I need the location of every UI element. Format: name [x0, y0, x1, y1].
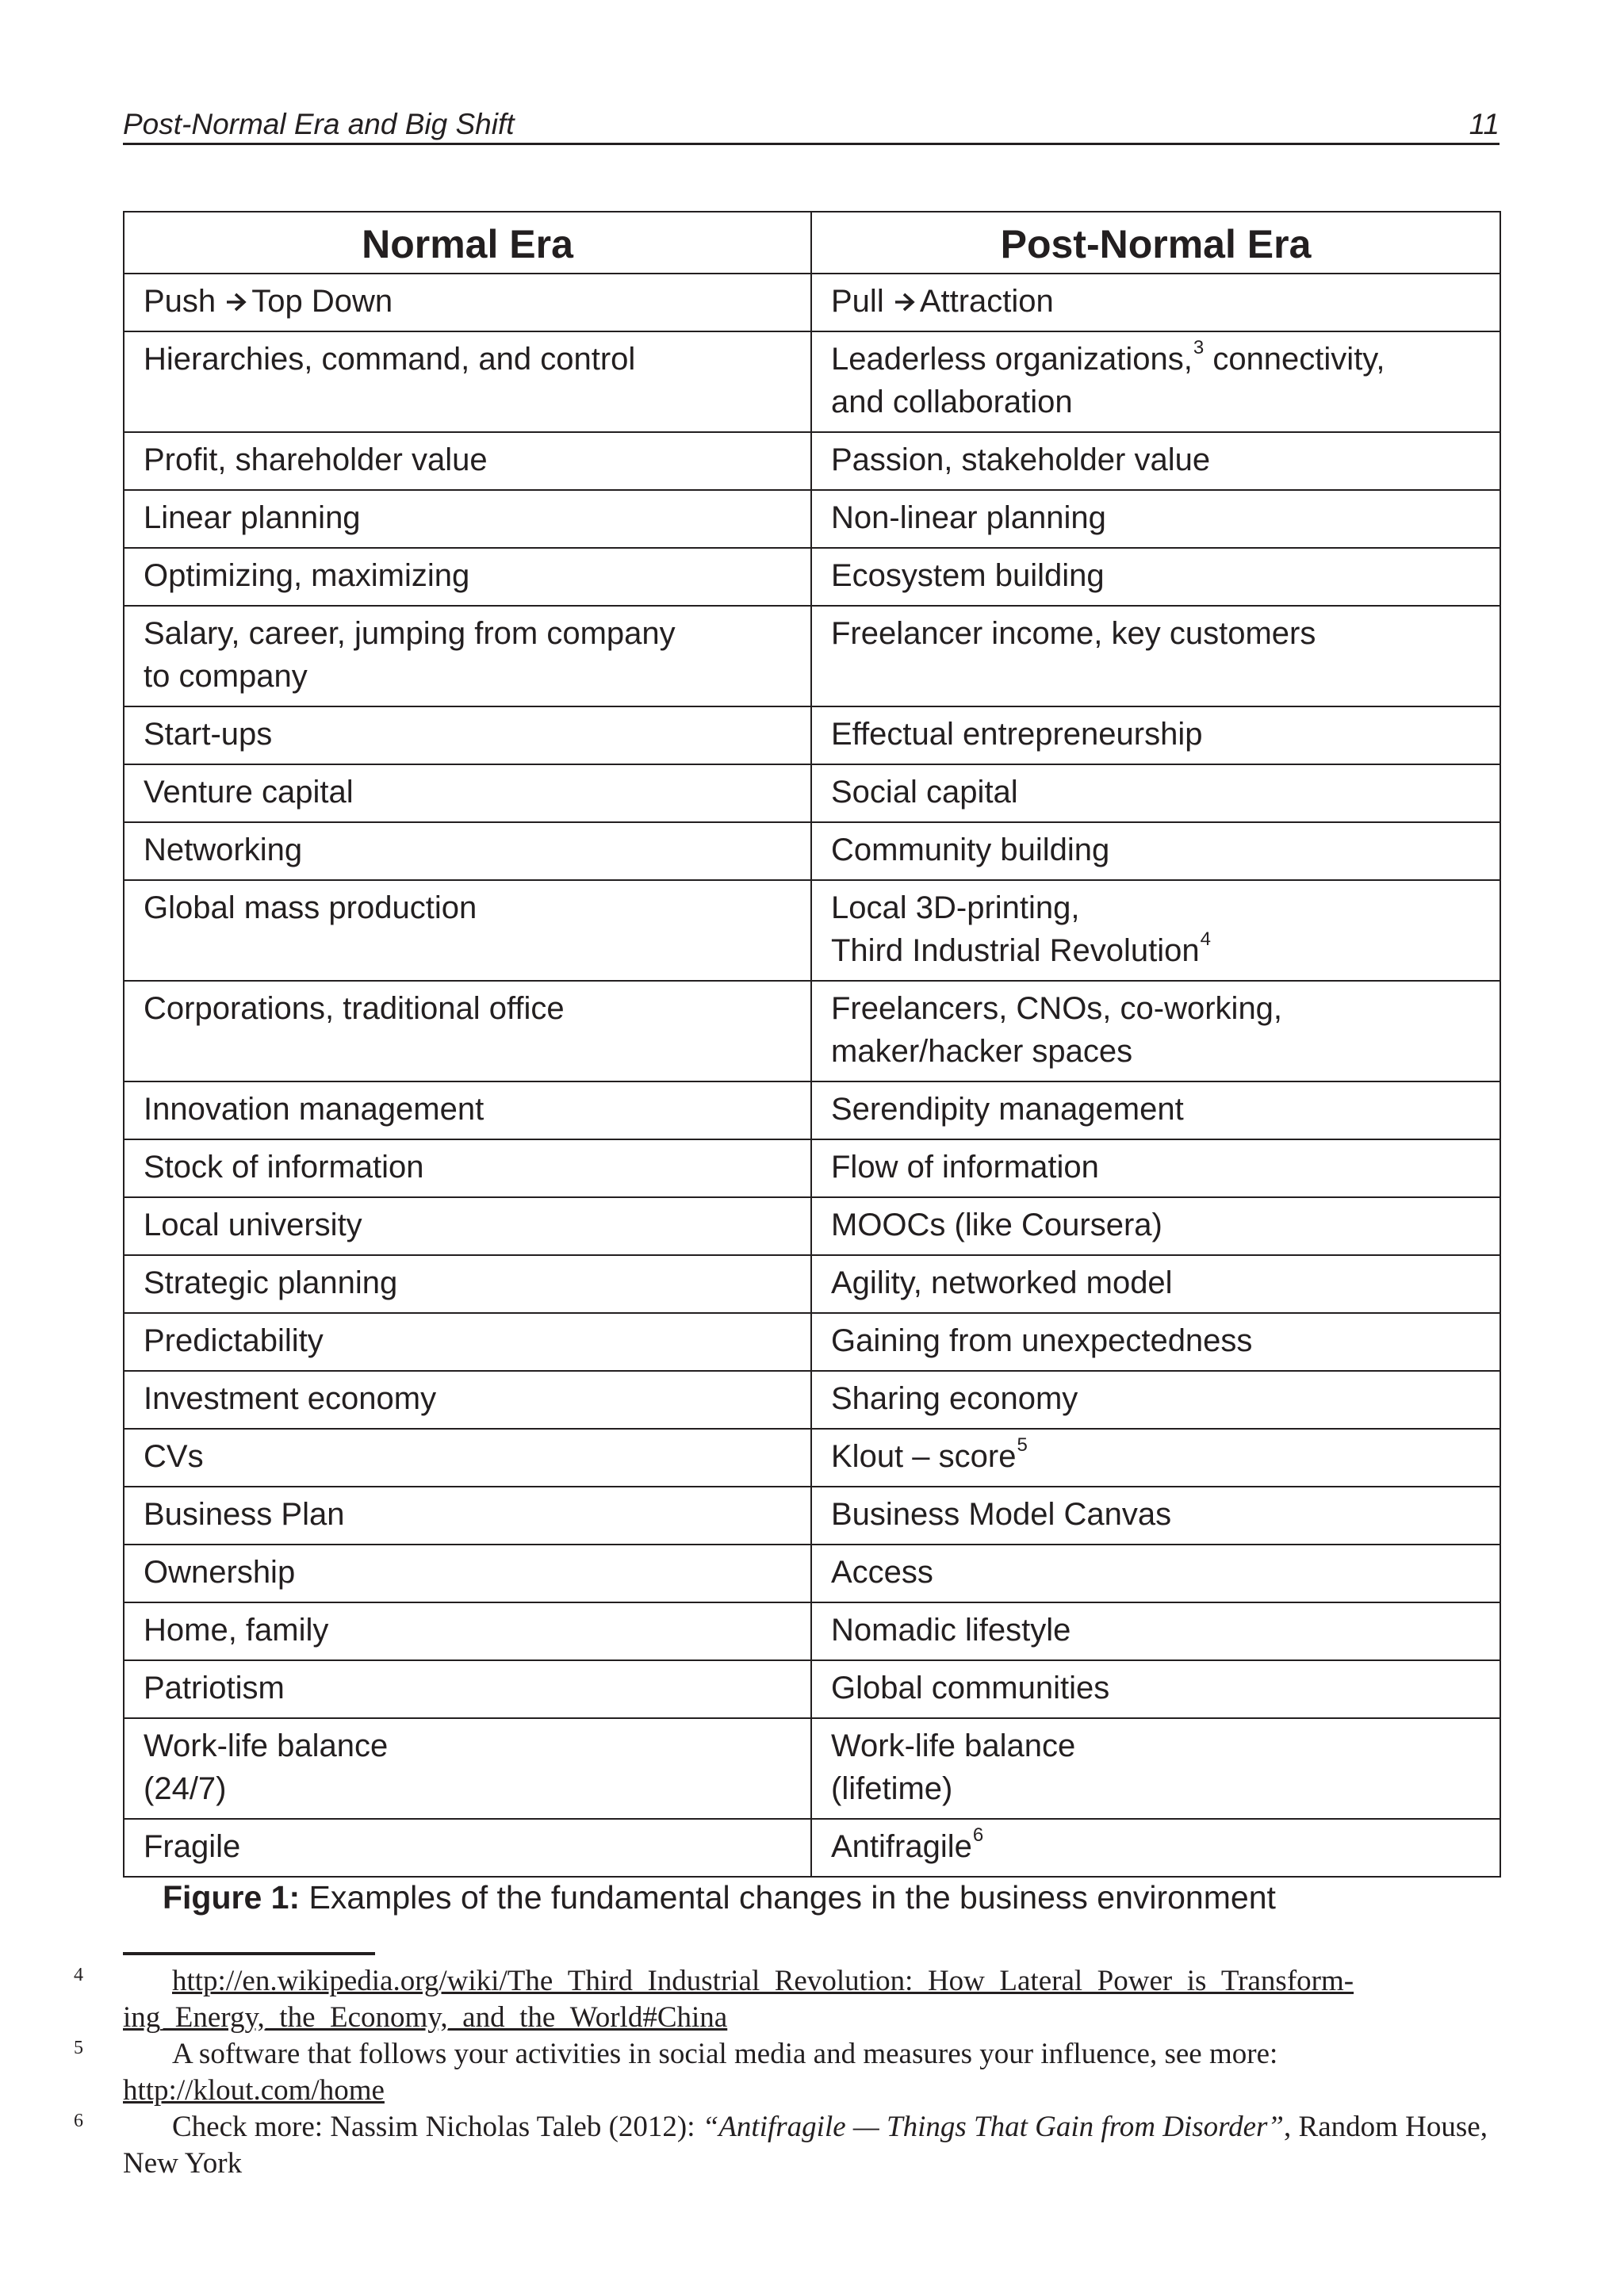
- normal-era-cell: Investment economy: [124, 1371, 811, 1429]
- table-row: [124, 1602, 1500, 1660]
- normal-era-cell: Predictability: [124, 1313, 811, 1371]
- table-row: [124, 1371, 1500, 1429]
- post-normal-era-cell: Access: [811, 1545, 1500, 1602]
- table-header-row: [124, 212, 1500, 274]
- table-row: [124, 1545, 1500, 1602]
- footnote-5: 5 A software that follows your activities in social media and measures your influence, see more: http://klout.com/home: [123, 2036, 1500, 2109]
- table-row: [124, 548, 1500, 606]
- footnote-number: 4: [74, 1965, 83, 1985]
- post-normal-era-cell: Freelancer income, key customers: [811, 606, 1500, 706]
- table-row: [124, 706, 1500, 764]
- normal-era-cell: Push Top Down: [124, 274, 811, 331]
- post-normal-era-cell: Flow of information: [811, 1139, 1500, 1197]
- table-row: [124, 1197, 1500, 1255]
- table-row: [124, 764, 1500, 822]
- post-normal-era-cell: Work-life balance (lifetime): [811, 1718, 1500, 1819]
- normal-era-cell: Networking: [124, 822, 811, 880]
- table-row: [124, 880, 1500, 981]
- normal-era-cell: Patriotism: [124, 1660, 811, 1718]
- figure-caption-text: Examples of the fundamental changes in the business environment: [300, 1879, 1276, 1916]
- table-row: [124, 1081, 1500, 1139]
- figure-label: Figure 1:: [163, 1879, 301, 1916]
- footnote-link-wikipedia[interactable]: http://en.wikipedia.org/wiki/The_Third_Industrial_Revolution:_How_Lateral_Power_is_Transform-ing_Energy,_the_Economy,_and_the_World#China: [123, 1965, 1354, 2034]
- post-normal-era-cell: Business Model Canvas: [811, 1487, 1500, 1545]
- normal-era-cell: Salary, career, jumping from company to company: [124, 606, 811, 706]
- normal-era-cell: Strategic planning: [124, 1255, 811, 1313]
- post-normal-era-cell: Gaining from unexpectedness: [811, 1313, 1500, 1371]
- table-row: [124, 822, 1500, 880]
- footnote-ref-5: 5: [1017, 1434, 1028, 1456]
- post-normal-era-cell: Leaderless organizations,$^3$ connectivity, and collaboration: [811, 331, 1500, 432]
- post-normal-era-cell: Local 3D-printing, Third Industrial Revolution$^4$: [811, 880, 1500, 981]
- post-normal-era-cell: Nomadic lifestyle: [811, 1602, 1500, 1660]
- footnote-4: [74, 1963, 1500, 2036]
- post-normal-era-cell: Sharing economy: [811, 1371, 1500, 1429]
- figure-caption: [163, 1879, 1276, 1916]
- table-row: [124, 1660, 1500, 1718]
- post-normal-era-cell: Ecosystem building: [811, 548, 1500, 606]
- table-row: [124, 1429, 1500, 1487]
- post-normal-era-cell: Global communities: [811, 1660, 1500, 1718]
- normal-era-cell: Linear planning: [124, 490, 811, 548]
- footnote-separator: [123, 1952, 375, 1955]
- post-normal-era-cell: MOOCs (like Coursera): [811, 1197, 1500, 1255]
- normal-era-cell: Local university: [124, 1197, 811, 1255]
- column-header-normal-era: Normal Era: [124, 212, 811, 274]
- normal-era-cell: Business Plan: [124, 1487, 811, 1545]
- normal-era-cell: Optimizing, maximizing: [124, 548, 811, 606]
- normal-era-cell: Global mass production: [124, 880, 811, 981]
- post-normal-era-cell: Serendipity management: [811, 1081, 1500, 1139]
- footnote-6: 6 Check more: Nassim Nicholas Taleb (2012): “Antifragile — Things That Gain from Disorder”, Random House, New York: [123, 2109, 1500, 2182]
- normal-era-cell: Fragile: [124, 1819, 811, 1877]
- table-row: [124, 432, 1500, 490]
- table-row: [124, 1313, 1500, 1371]
- table-row: [124, 1819, 1500, 1877]
- era-comparison-table: [123, 211, 1501, 1878]
- post-normal-era-cell: Klout – score$^5$: [811, 1429, 1500, 1487]
- post-normal-era-cell: Community building: [811, 822, 1500, 880]
- normal-era-cell: Innovation management: [124, 1081, 811, 1139]
- normal-era-cell: Ownership: [124, 1545, 811, 1602]
- normal-era-cell: Profit, shareholder value: [124, 432, 811, 490]
- running-header: [123, 101, 1500, 145]
- table-row: [124, 274, 1500, 331]
- running-title: Post-Normal Era and Big Shift: [123, 108, 515, 140]
- table-row: [124, 331, 1500, 432]
- table-row: [124, 1139, 1500, 1197]
- table-row: [124, 981, 1500, 1081]
- normal-era-cell: Venture capital: [124, 764, 811, 822]
- footnote-ref-3: 3: [1193, 337, 1205, 358]
- normal-era-cell: Start-ups: [124, 706, 811, 764]
- table-row: [124, 1718, 1500, 1819]
- column-header-post-normal-era: Post-Normal Era: [811, 212, 1500, 274]
- footnote-number: 5: [74, 2038, 83, 2058]
- footnote-ref-6: 6: [972, 1824, 984, 1846]
- normal-era-cell: Work-life balance (24/7): [124, 1718, 811, 1819]
- normal-era-cell: Corporations, traditional office: [124, 981, 811, 1081]
- footnote-number: 6: [74, 2111, 83, 2131]
- table-row: [124, 606, 1500, 706]
- post-normal-era-cell: Pull Attraction: [811, 274, 1500, 331]
- footnotes: [74, 1963, 1500, 2182]
- post-normal-era-cell: Effectual entrepreneurship: [811, 706, 1500, 764]
- normal-era-cell: Home, family: [124, 1602, 811, 1660]
- table-row: [124, 490, 1500, 548]
- post-normal-era-cell: Agility, networked model: [811, 1255, 1500, 1313]
- table-row: [124, 1255, 1500, 1313]
- page-number: 11: [1469, 108, 1500, 140]
- post-normal-era-cell: Antifragile$^6$: [811, 1819, 1500, 1877]
- footnote-ref-4: 4: [1200, 928, 1212, 950]
- footnote-link-klout[interactable]: http://klout.com/home: [123, 2074, 385, 2107]
- post-normal-era-cell: Non-linear planning: [811, 490, 1500, 548]
- normal-era-cell: Stock of information: [124, 1139, 811, 1197]
- post-normal-era-cell: Social capital: [811, 764, 1500, 822]
- normal-era-cell: CVs: [124, 1429, 811, 1487]
- table-row: [124, 1487, 1500, 1545]
- post-normal-era-cell: Passion, stakeholder value: [811, 432, 1500, 490]
- arrow-right-icon: [224, 290, 248, 314]
- post-normal-era-cell: Freelancers, CNOs, co-working, maker/hacker spaces: [811, 981, 1500, 1081]
- normal-era-cell: Hierarchies, command, and control: [124, 331, 811, 432]
- book-title: “Antifragile — Things That Gain from Disorder”: [702, 2111, 1285, 2143]
- arrow-right-icon: [893, 290, 917, 314]
